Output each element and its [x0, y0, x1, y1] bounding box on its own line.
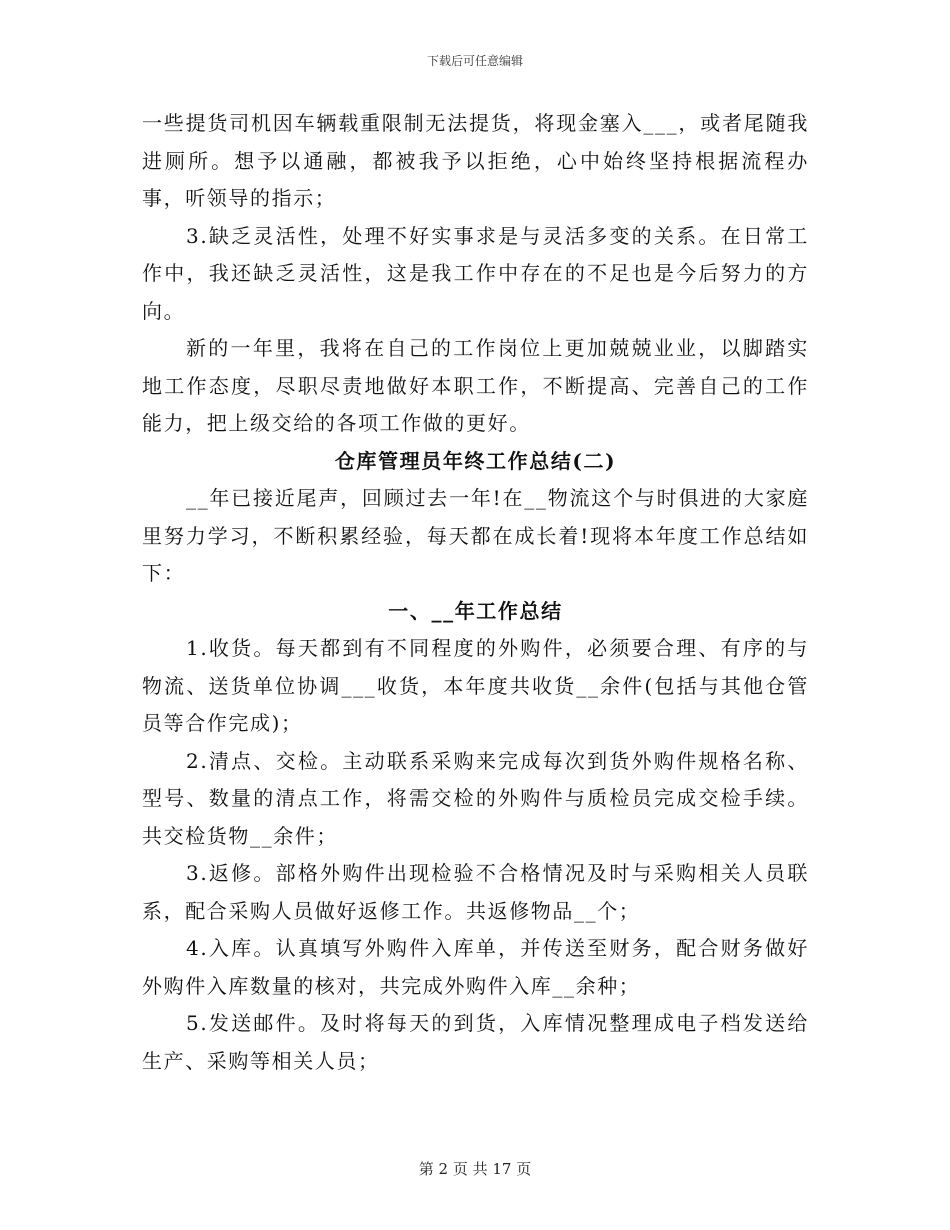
paragraph-item-3: 3.缺乏灵活性，处理不好实事求是与灵活多变的关系。在日常工作中，我还缺乏灵活性，这是我工作中存在的不足也是今后努力的方向。: [142, 223, 809, 323]
paragraph-inspection: 2.清点、交检。主动联系采购来完成每次到货外购件规格名称、型号、数量的清点工作，将需交检的外购件与质检员完成交检手续。共交检货物__余件；: [142, 748, 809, 848]
paragraph-continued: 一些提货司机因车辆载重限制无法提货，将现金塞入___，或者尾随我进厕所。想予以通融，都被我予以拒绝，心中始终坚持根据流程办事，听领导的指示；: [142, 111, 809, 210]
subsection-title: 一、__年工作总结: [388, 598, 563, 623]
page-number: 第 2 页 共 17 页: [418, 1160, 532, 1178]
paragraph-email: 5.发送邮件。及时将每天的到货，入库情况整理成电子档发送给生产、采购等相关人员；: [142, 1011, 809, 1073]
page-header: 下载后可任意编辑: [426, 54, 523, 68]
section-title: 仓库管理员年终工作总结(二): [334, 448, 617, 473]
paragraph-intro: __年已接近尾声，回顾过去一年!在__物流这个与时俱进的大家庭里努力学习，不断积累经验，每天都在成长着!现将本年度工作总结如下：: [142, 486, 809, 585]
paragraph-receiving: 1.收货。每天都到有不同程度的外购件，必须要合理、有序的与物流、送货单位协调___收货，本年度共收货__余件(包括与其他仓管员等合作完成)；: [142, 636, 809, 735]
paragraph-warehousing: 4.入库。认真填写外购件入库单，并传送至财务，配合财务做好外购件入库数量的核对，共完成外购件入库__余种；: [142, 936, 809, 998]
paragraph-repair: 3.返修。部格外购件出现检验不合格情况及时与采购相关人员联系，配合采购人员做好返修工作。共返修物品__个；: [142, 861, 809, 923]
paragraph-new-year: 新的一年里，我将在自己的工作岗位上更加兢兢业业，以脚踏实地工作态度，尽职尽责地做好本职工作，不断提高、完善自己的工作能力，把上级交给的各项工作做的更好。: [142, 336, 809, 435]
document-body: [142, 105, 809, 1080]
